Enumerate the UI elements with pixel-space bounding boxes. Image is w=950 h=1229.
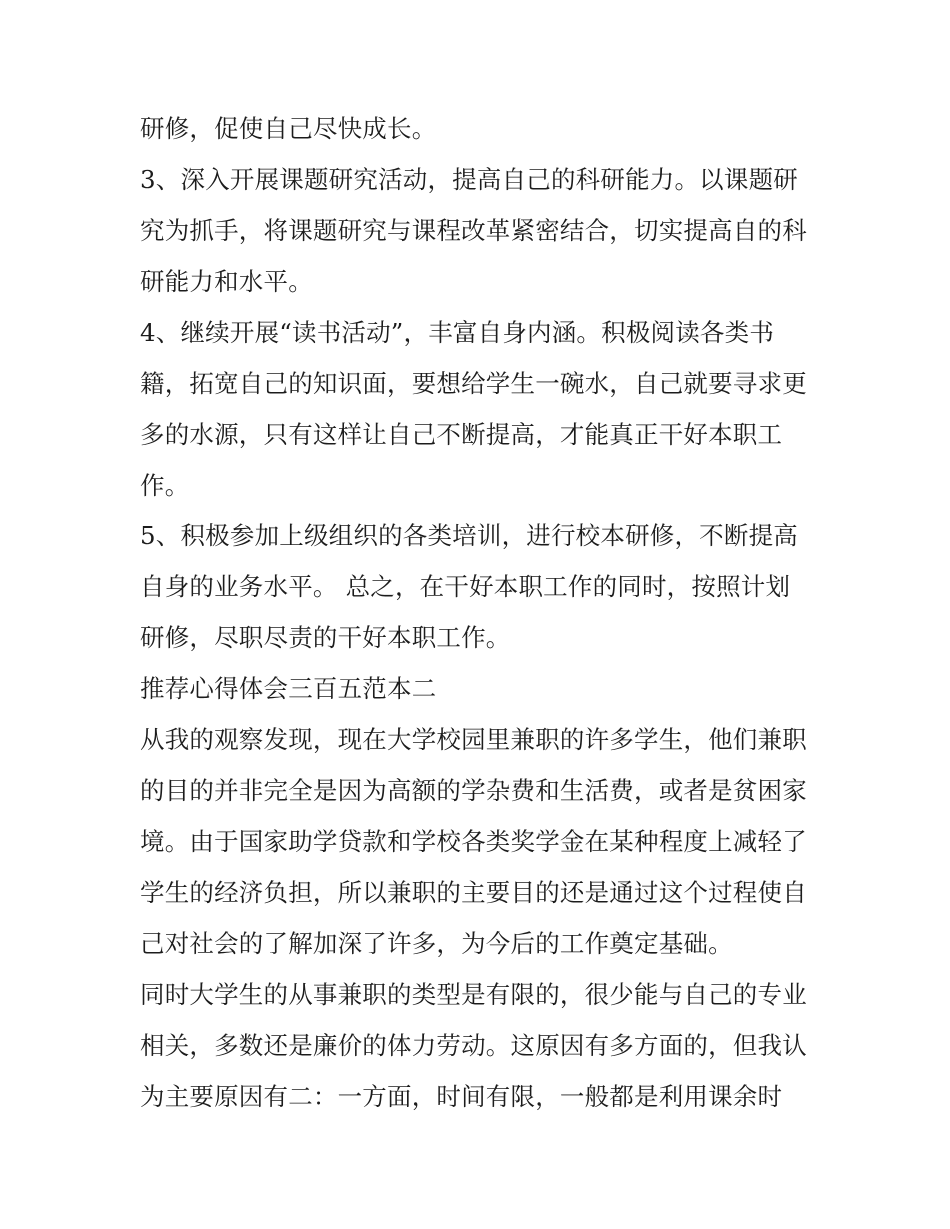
text-line: 己对社会的了解加深了许多，为今后的工作奠定基础。 xyxy=(140,929,733,958)
text-line: 的目的并非完全是因为高额的学杂费和生活费，或者是贫困家 xyxy=(140,776,807,805)
text-line: 籍，拓宽自己的知识面，要想给学生一碗水，自己就要寻求更 xyxy=(140,369,807,398)
text-line: 研修，尽职尽责的干好本职工作。 xyxy=(140,623,511,652)
text-line: 研修，促使自己尽快成长。 xyxy=(140,114,437,143)
text-line: 学生的经济负担，所以兼职的主要目的还是通过这个过程使自 xyxy=(140,878,807,907)
text-line: 多的水源，只有这样让自己不断提高，才能真正干好本职工 xyxy=(140,420,783,449)
text-line: 同时大学生的从事兼职的类型是有限的，很少能与自己的专业 xyxy=(140,980,807,1009)
text-line: 为主要原因有二：一方面，时间有限，一般都是利用课余时 xyxy=(140,1082,783,1111)
text-line: 相关，多数还是廉价的体力劳动。这原因有多方面的，但我认 xyxy=(140,1031,807,1060)
text-line: 5、积极参加上级组织的各类培训，进行校本研修，不断提高 xyxy=(140,521,798,550)
text-line: 自身的业务水平。 总之，在干好本职工作的同时，按照计划 xyxy=(140,572,791,601)
text-line: 研能力和水平。 xyxy=(140,267,313,296)
text-line: 境。由于国家助学贷款和学校各类奖学金在某种程度上减轻了 xyxy=(140,827,807,856)
text-line: 4、继续开展“读书活动”，丰富自身内涵。积极阅读各类书 xyxy=(140,318,775,347)
text-line: 从我的观察发现，现在大学校园里兼职的许多学生，他们兼职 xyxy=(140,725,807,754)
text-line: 3、深入开展课题研究活动，提高自己的科研能力。以课题研 xyxy=(140,165,798,194)
text-line: 究为抓手，将课题研究与课程改革紧密结合，切实提高自的科 xyxy=(140,216,807,245)
section-heading: 推荐心得体会三百五范本二 xyxy=(140,674,437,703)
text-line: 作。 xyxy=(140,471,190,500)
